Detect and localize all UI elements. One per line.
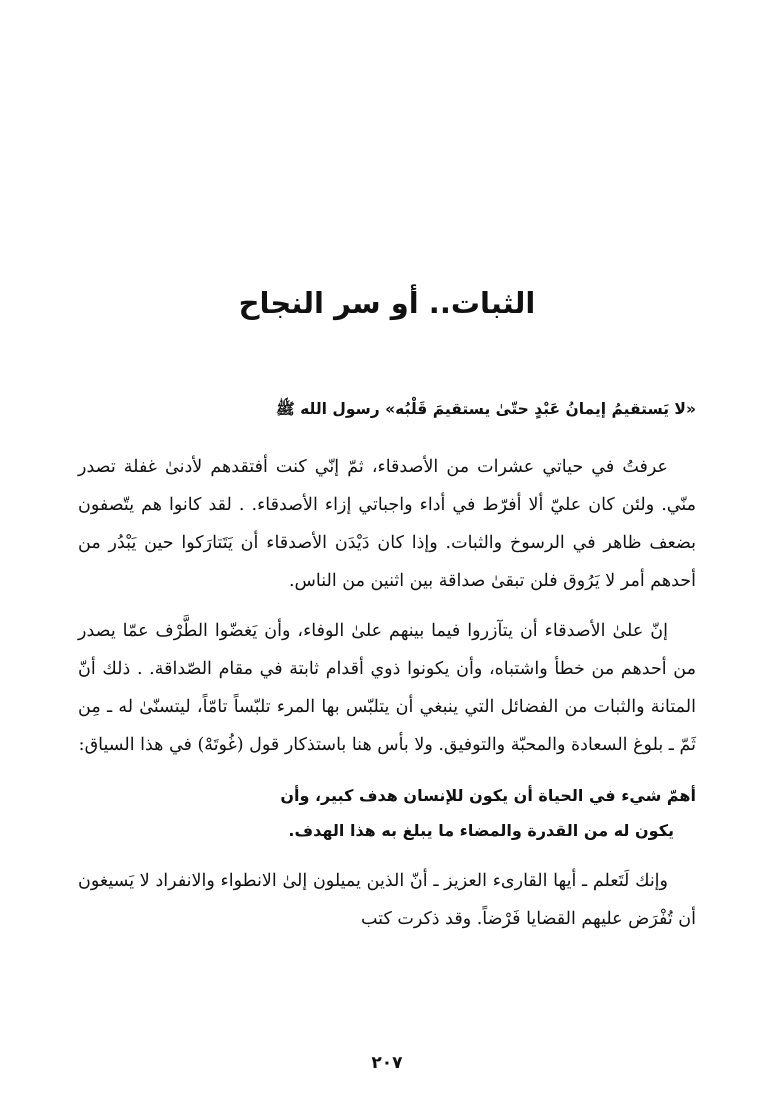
chapter-title: الثبات.. أو سر النجاح — [238, 286, 536, 320]
page-number: ٢٠٧ — [371, 1053, 403, 1073]
epigraph-hadith: «لا يَستقيمُ إيمانُ عَبْدٍ حتّىٰ يستقيمَ قَلْبُه» رسول الله ﷺ — [276, 400, 696, 418]
paragraph-1: عرفتُ في حياتي عشرات من الأصدقاء، ثمّ إنّي كنت أفتقدهم لأدنىٰ غفلة تصدر منّي. ولئن كان عليّ ألا أفرّط في أداء واجباتي إزاء الأصدقاء. . لقد كانوا هم يتّصفون بضعف ظاهر في الرسوخ والثبات. وإذا كان دَيْدَن الأصدقاء أن يَتَتارَكوا حين يَبْدُر من أحدهم أمر لا يَرُوق فلن تبقىٰ صداقة بين اثنين من الناس. — [78, 457, 696, 591]
book-page — [78, 0, 696, 1111]
goethe-quote-line-1: أهمّ شيء في الحياة أن يكون للإنسان هدف كبير، وأن — [280, 786, 696, 805]
paragraph-3: وإنك لَتَعلم ـ أيها القارىء العزيز ـ أنّ الذين يميلون إلىٰ الانطواء والانفراد لا يَسيغون أن تُفْرَض عليهم القضايا فَرْضاً. وقد ذكرت كتب — [78, 871, 696, 929]
goethe-quote — [78, 778, 696, 848]
paragraph-2: إنّ علىٰ الأصدقاء أن يتآزروا فيما بينهم علىٰ الوفاء، وأن يَغضّوا الطَّرْف عمّا يصدر من أحدهم من خطأ واشتباه، وأن يكونوا ذوي أقدام ثابتة في مقام الصّداقة. . ذلك أنّ المتانة والثبات من الفضائل التي ينبغي أن يتلبّس بها المرء تلبّساً تامّاً، ليتسنّىٰ له ـ مِن ثَمّ ـ بلوغ السعادة والمحبّة والتوفيق. ولا بأس هنا باستذكار قول (غُوتَهْ) في هذا السياق: — [78, 621, 696, 755]
goethe-quote-line-2: يكون له من القدرة والمضاء ما يبلغ به هذا الهدف. — [288, 821, 674, 840]
body-text — [78, 448, 696, 938]
